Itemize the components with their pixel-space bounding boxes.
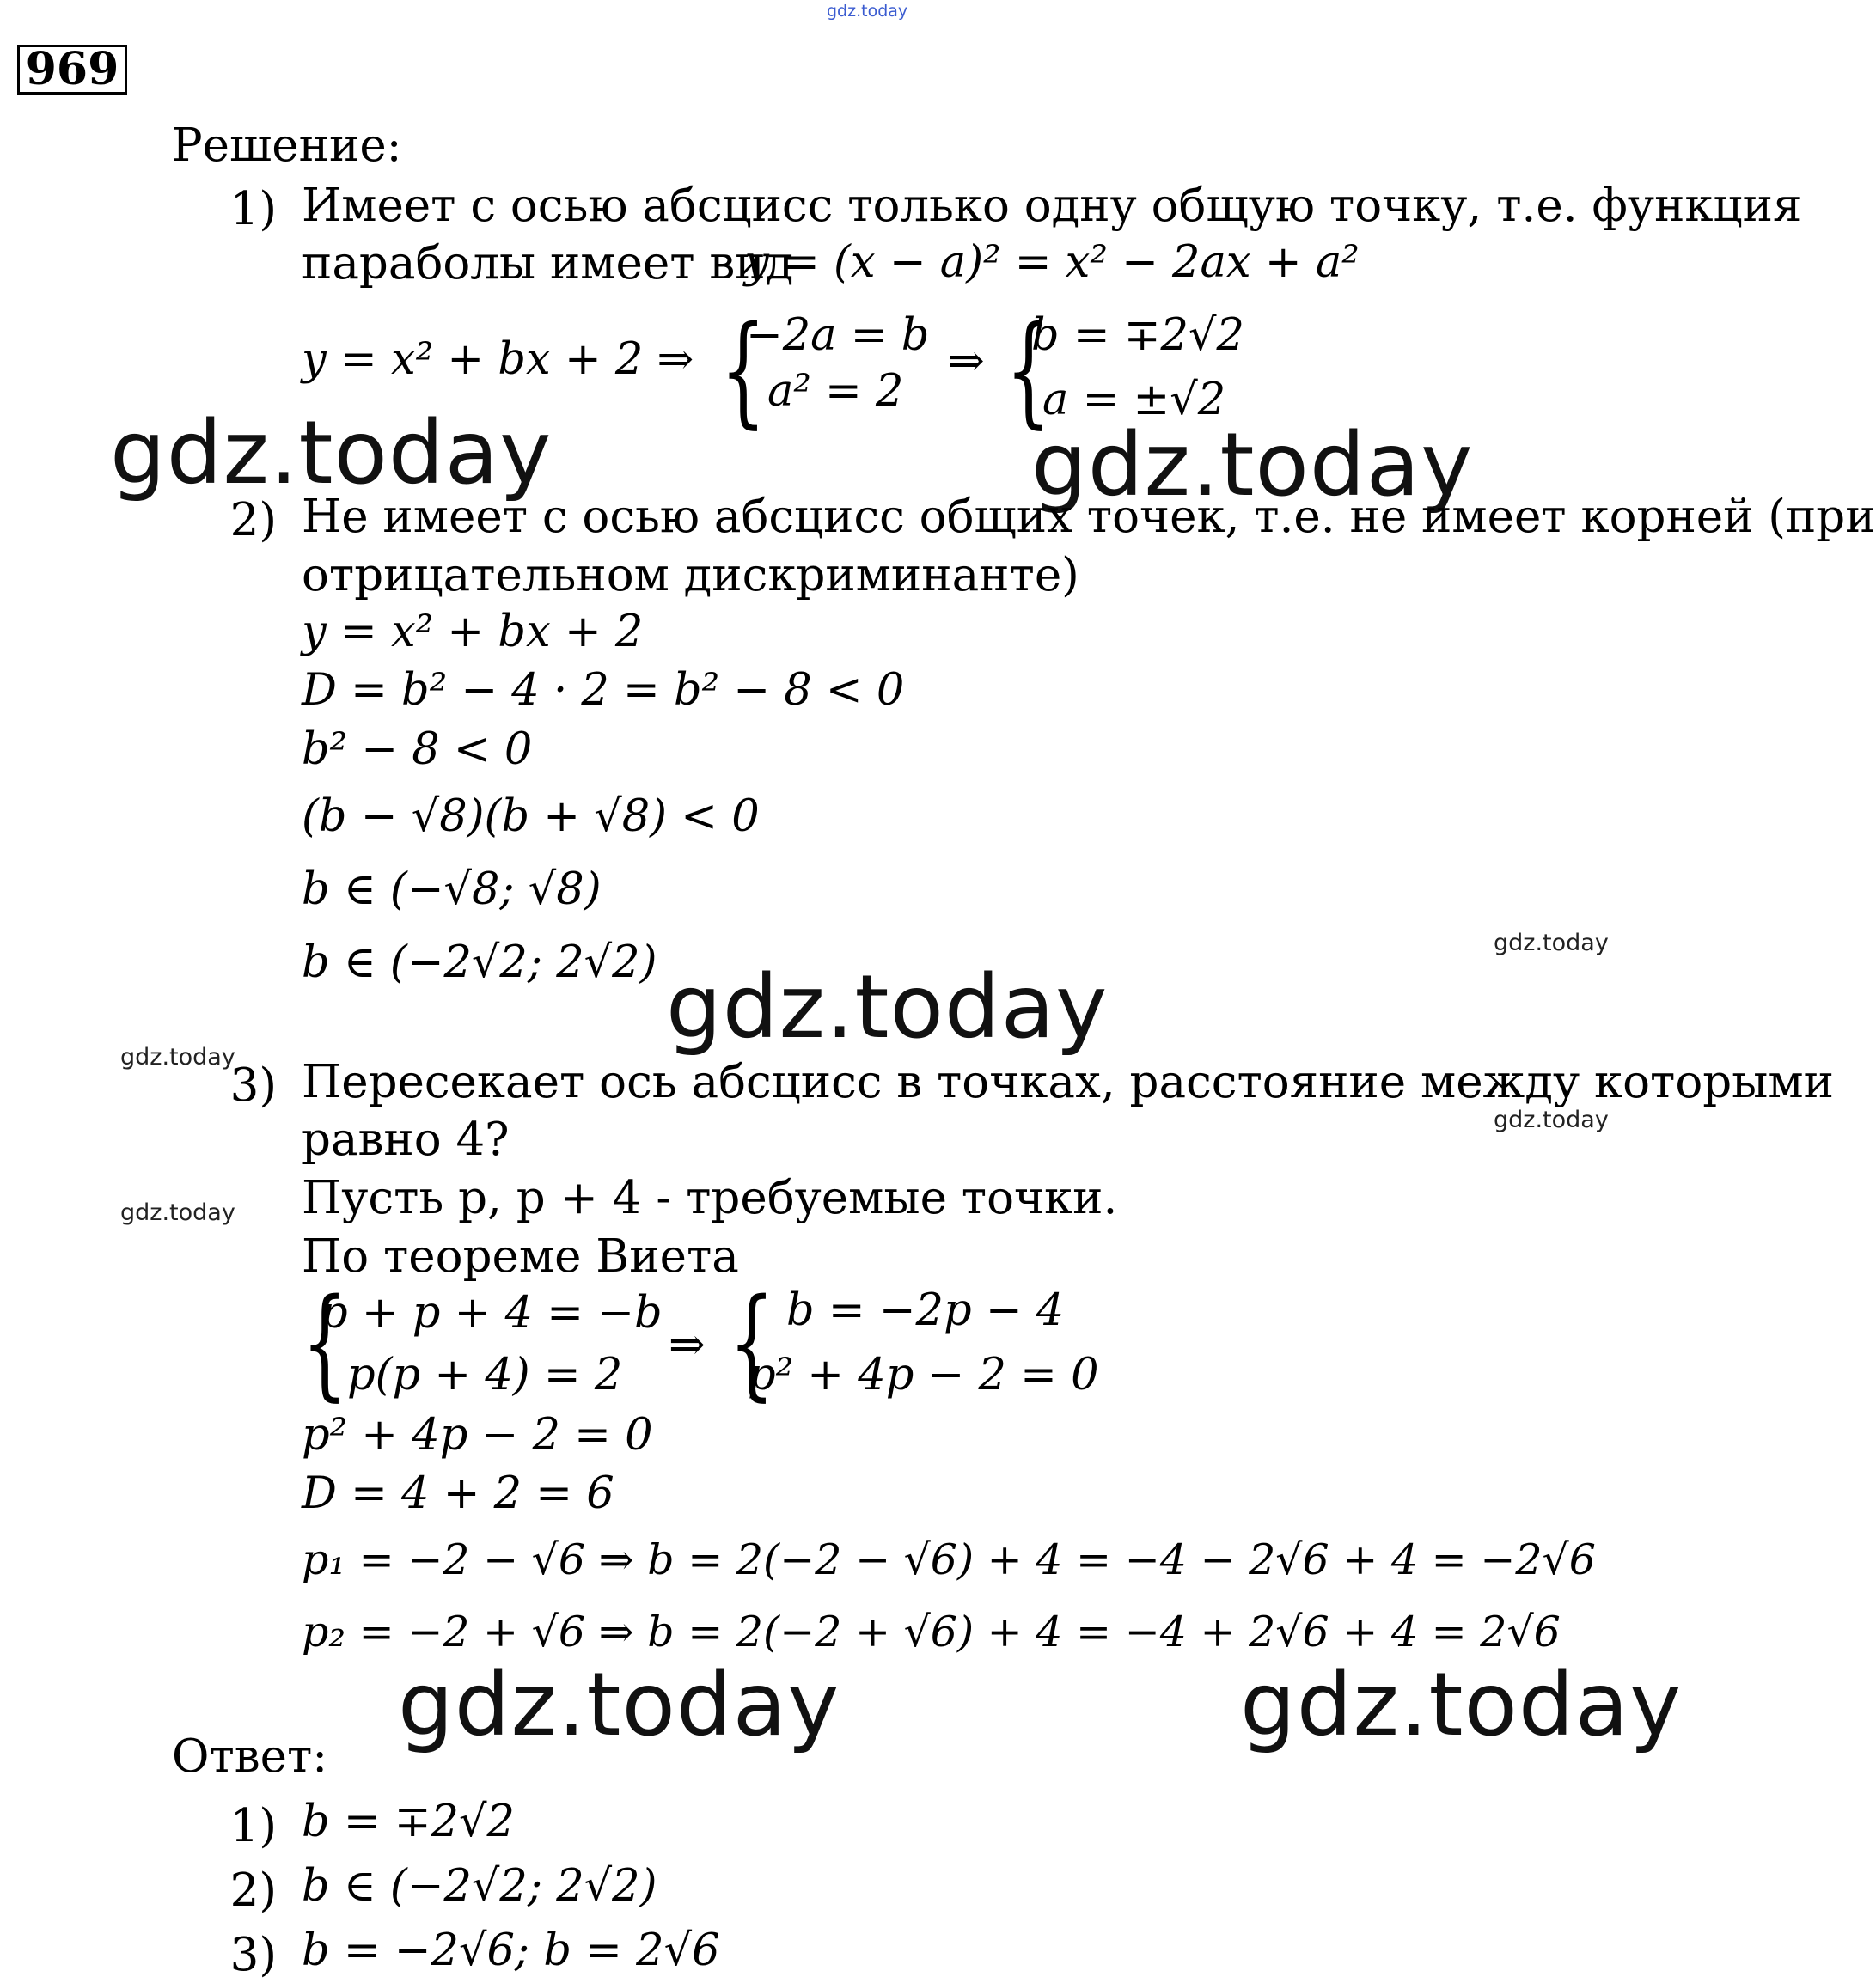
watermark-big-2: gdz.today (1031, 414, 1474, 516)
answer-2-number: 2) (229, 1864, 277, 1917)
watermark-big-3: gdz.today (666, 956, 1109, 1059)
item-2-math-1: y = x² + bx + 2 (302, 607, 644, 657)
left-brace-3: { (302, 1273, 348, 1413)
item-2-number: 2) (229, 494, 277, 546)
item-1-number: 1) (229, 183, 277, 235)
item-2-math-4: (b − √8)(b + √8) < 0 (302, 791, 760, 842)
answer-3: b = −2√6; b = 2√6 (302, 1925, 720, 1976)
item-3-number: 3) (229, 1059, 277, 1112)
item-2-math-6: b ∈ (−2√2; 2√2) (302, 937, 657, 988)
item-3-system2-eq2: p² + 4p − 2 = 0 (748, 1350, 1099, 1400)
item-2-line-1: Не имеет с осью абсцисс общих точек, т.е. не имеет корней (при (302, 491, 1876, 543)
item-3-system2-eq1: b = −2p − 4 (786, 1285, 1065, 1336)
item-1-line-2: параболы имеет вид (302, 237, 794, 290)
left-brace-2: { (1005, 301, 1052, 441)
item-2-math-2: D = b² − 4 · 2 = b² − 8 < 0 (302, 665, 905, 716)
answer-3-number: 3) (229, 1929, 277, 1981)
problem-number: 969 (17, 45, 127, 95)
item-3-math-3: p₁ = −2 − √6 ⇒ b = 2(−2 − √6) + 4 = −4 − 2√6 + 4 = −2√6 (302, 1535, 1596, 1584)
item-1-system1-eq1: −2a = b (746, 310, 930, 361)
item-2-math-5: b ∈ (−√8; √8) (302, 864, 602, 915)
item-3-math-1: p² + 4p − 2 = 0 (302, 1410, 653, 1461)
solution-label: Решение: (172, 119, 402, 172)
item-1-system2-eq1: b = ∓2√2 (1031, 310, 1244, 361)
item-1-system1-eq2: a² = 2 (767, 366, 904, 417)
watermark-small-1: gdz.today (1494, 930, 1609, 956)
item-1-system-left: y = x² + bx + 2 ⇒ (302, 334, 694, 385)
item-2-math-3: b² − 8 < 0 (302, 724, 533, 775)
item-3-arrow: ⇒ (669, 1320, 706, 1370)
item-3-system1-eq1: p + p + 4 = −b (320, 1288, 663, 1339)
left-brace-1: { (720, 301, 767, 441)
item-3-system1-eq2: p(p + 4) = 2 (347, 1350, 623, 1400)
item-3-math-4: p₂ = −2 + √6 ⇒ b = 2(−2 + √6) + 4 = −4 + 2√6 + 4 = 2√6 (302, 1608, 1561, 1657)
watermark-small-4: gdz.today (120, 1199, 235, 1226)
answer-label: Ответ: (172, 1730, 328, 1783)
watermark-big-1: gdz.today (110, 402, 553, 504)
left-brace-4: { (729, 1273, 775, 1413)
watermark-small-2: gdz.today (120, 1044, 235, 1071)
watermark-top: gdz.today (827, 2, 908, 21)
item-2-line-2: отрицательном дискриминанте) (302, 549, 1079, 601)
item-3-line-3: Пусть p, p + 4 - требуемые точки. (302, 1172, 1118, 1224)
item-1-formula-inline: y = (x − a)² = x² − 2ax + a² (744, 237, 1360, 288)
item-3-line-2: равно 4? (302, 1114, 510, 1166)
answer-2: b ∈ (−2√2; 2√2) (302, 1861, 657, 1912)
item-1-system2-eq2: a = ±√2 (1042, 375, 1226, 425)
answer-1-number: 1) (229, 1800, 277, 1852)
item-3-math-2: D = 4 + 2 = 6 (302, 1468, 614, 1519)
item-1-arrow: ⇒ (948, 336, 985, 387)
watermark-small-3: gdz.today (1494, 1107, 1609, 1133)
watermark-big-5: gdz.today (1240, 1654, 1683, 1756)
answer-1: b = ∓2√2 (302, 1797, 515, 1847)
watermark-big-4: gdz.today (398, 1654, 840, 1756)
item-1-line-1: Имеет с осью абсцисс только одну общую точку, т.е. функция (302, 180, 1802, 232)
item-3-line-1: Пересекает ось абсцисс в точках, расстояние между которыми (302, 1056, 1834, 1108)
item-3-line-4: По теореме Виета (302, 1230, 739, 1283)
